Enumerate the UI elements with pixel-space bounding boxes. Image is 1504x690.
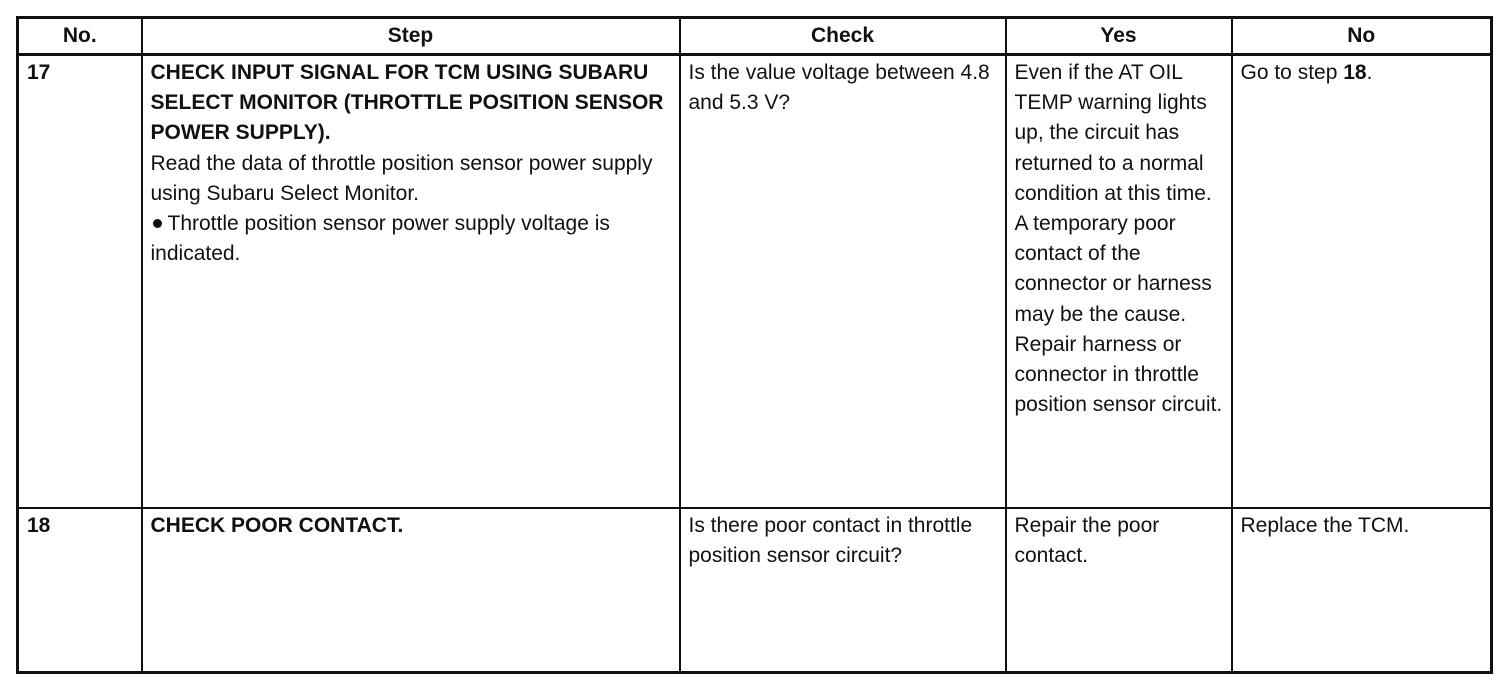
row-number: 18 — [18, 508, 142, 673]
header-check: Check — [680, 18, 1006, 55]
step-bullet-item — [151, 209, 671, 269]
header-no-result: No — [1232, 18, 1492, 55]
step-title: CHECK INPUT SIGNAL FOR TCM USING SUBARU SELECT MONITOR (THROTTLE POSITION SENSOR POWER SUPPLY). — [150, 61, 664, 145]
step-bullet-text: Throttle position sensor power supply voltage is indicated. — [150, 212, 610, 266]
table-header — [18, 18, 1492, 55]
step-title: CHECK POOR CONTACT. — [150, 513, 404, 537]
check-cell: Is the value voltage between 4.8 and 5.3 V? — [680, 55, 1006, 508]
no-result-prefix: Go to step — [1240, 61, 1344, 84]
check-cell: Is there poor contact in throttle position sensor circuit? — [680, 508, 1006, 673]
table-row — [18, 508, 1492, 673]
row-number: 17 — [18, 55, 142, 508]
header-yes: Yes — [1006, 18, 1232, 55]
bullet-icon — [153, 219, 162, 228]
yes-cell: Repair the poor contact. — [1006, 508, 1232, 673]
header-row — [18, 18, 1492, 55]
table-row — [18, 55, 1492, 508]
no-result-step: 18 — [1343, 61, 1367, 84]
header-no: No. — [18, 18, 142, 55]
step-cell — [142, 508, 680, 673]
header-step: Step — [142, 18, 680, 55]
diagnostic-table — [16, 16, 1493, 674]
step-cell — [142, 55, 680, 508]
yes-cell: Even if the AT OIL TEMP warning lights up, the circuit has returned to a normal condition at this time. A temporary poor contact of the connector or harness may be the cause. Repair harness or connector in throttle position sensor circuit. — [1006, 55, 1232, 508]
no-result-suffix: . — [1366, 61, 1373, 84]
no-result-cell — [1232, 55, 1492, 508]
no-result-cell: Replace the TCM. — [1232, 508, 1492, 673]
step-text: Read the data of throttle position sensor power supply using Subaru Select Monitor. — [150, 151, 653, 205]
